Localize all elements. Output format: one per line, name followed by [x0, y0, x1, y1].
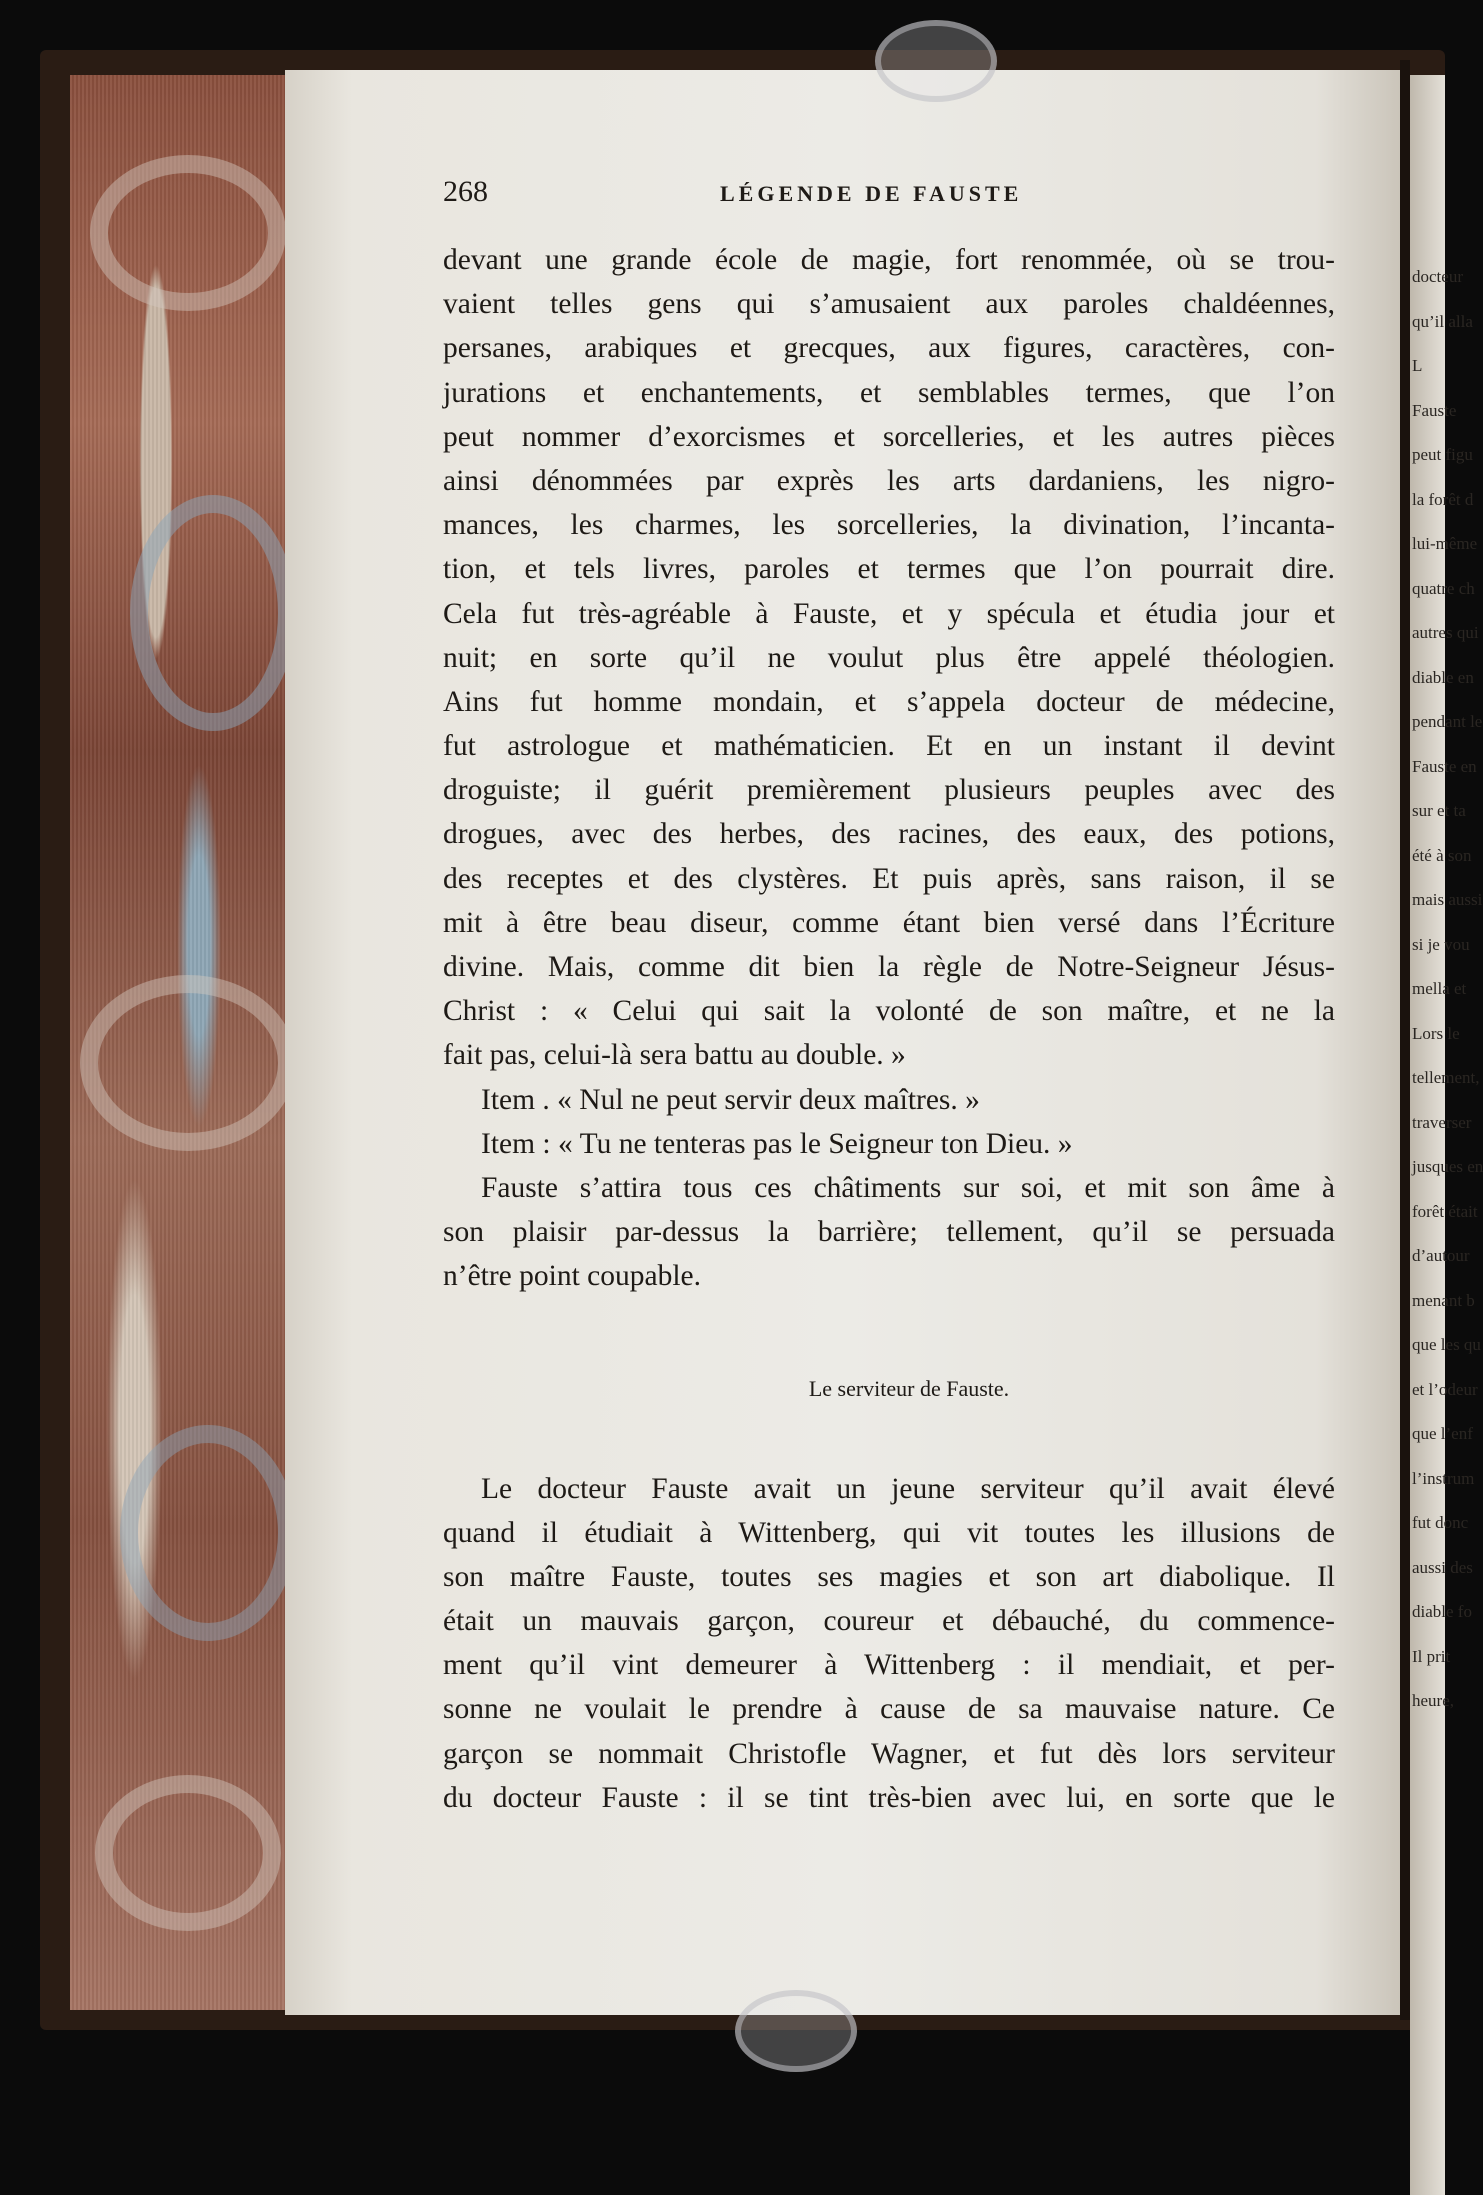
facing-fragment: et l’odeur [1412, 1379, 1478, 1399]
facing-fragment: quatre ch [1412, 578, 1475, 598]
text-line: persanes, arabiques et grecques, aux figures, caractères, con- [443, 332, 1335, 365]
facing-fragment: diable en [1412, 667, 1474, 687]
text-line: était un mauvais garçon, coureur et débauché, du commence- [443, 1605, 1335, 1638]
text-line: fait pas, celui-là sera battu au double. » [443, 1039, 906, 1072]
text-line: ment qu’il vint demeurer à Wittenberg : il mendiait, et per- [443, 1649, 1335, 1682]
facing-fragment: aussi des [1412, 1557, 1473, 1577]
facing-fragment: traverser [1412, 1112, 1472, 1132]
page-clip-bottom [735, 1990, 857, 2072]
text-line: garçon se nommait Christofle Wagner, et fut dès lors serviteur [443, 1737, 1335, 1770]
paragraph-2 [443, 1166, 1335, 1299]
running-title: LÉGENDE DE FAUSTE [720, 181, 1023, 206]
facing-fragment: forêt était [1412, 1201, 1478, 1221]
page-gutter [1400, 60, 1410, 2020]
text-line: Fauste s’attira tous ces châtiments sur soi, et mit son âme à [481, 1171, 1335, 1204]
paragraph-1 [443, 238, 1335, 1078]
facing-fragment: que l’enf [1412, 1424, 1473, 1443]
facing-fragment: été à son [1412, 845, 1472, 865]
page-number: 268 [443, 175, 488, 208]
text-line: vaient telles gens qui s’amusaient aux paroles chaldéennes, [443, 288, 1335, 321]
paragraph-3 [443, 1467, 1335, 1821]
facing-fragment: Il prit [1412, 1646, 1451, 1666]
facing-fragment: l’instrum [1412, 1468, 1475, 1488]
facing-fragment: L [1412, 356, 1423, 375]
facing-fragment: mella et [1412, 979, 1467, 998]
text-line: Cela fut très-agréable à Fauste, et y spécula et étudia jour et [443, 597, 1335, 630]
text-line: sonne ne voulait le prendre à cause de sa mauvaise nature. Ce [443, 1693, 1335, 1726]
text-line: tion, et tels livres, paroles et termes que l’on pourrait dire. [443, 553, 1335, 586]
text-line: Christ : « Celui qui sait la volonté de son maître, et ne la [443, 995, 1335, 1028]
marbled-fore-edge [70, 75, 285, 2010]
text-line: mit à être beau diseur, comme étant bien versé dans l’Écriture [443, 906, 1335, 939]
facing-fragment: menant b [1412, 1290, 1475, 1310]
facing-fragment: jusques en [1412, 1157, 1483, 1176]
page-body [443, 238, 1335, 1820]
facing-page-fragments [1410, 255, 1483, 1724]
item-line-2: Item : « Tu ne tenteras pas le Seigneur ton Dieu. » [481, 1127, 1073, 1160]
facing-fragment: docteur [1412, 267, 1463, 286]
text-line: Ains fut homme mondain, et s’appela docteur de médecine, [443, 685, 1335, 718]
facing-fragment: d’autour [1412, 1246, 1470, 1265]
facing-fragment: peut figu [1412, 445, 1473, 464]
facing-fragment: la forêt d [1412, 489, 1474, 509]
facing-fragment: pendant le [1412, 712, 1483, 731]
text-line: des receptes et des clystères. Et puis après, sans raison, il se [443, 862, 1335, 895]
text-line: peut nommer d’exorcismes et sorcelleries, et les autres pièces [443, 420, 1335, 453]
facing-fragment: fut donc [1412, 1513, 1469, 1532]
text-line: drogues, avec des herbes, des racines, des eaux, des potions, [443, 818, 1335, 851]
facing-fragment: diable fo [1412, 1602, 1472, 1621]
text-line: nuit; en sorte qu’il ne voulut plus être appelé théologien. [443, 641, 1335, 674]
text-line: devant une grande école de magie, fort renommée, où se trou- [443, 244, 1335, 276]
text-line: n’être point coupable. [443, 1260, 702, 1293]
facing-fragment: tellement, [1412, 1068, 1480, 1087]
text-line: divine. Mais, comme dit bien la règle de Notre-Seigneur Jésus- [443, 951, 1335, 983]
facing-fragment: heure, [1412, 1691, 1455, 1710]
facing-fragment: autres qui [1412, 623, 1479, 642]
text-line: son maître Fauste, toutes ses magies et son art diabolique. Il [443, 1560, 1335, 1593]
facing-fragment: si je vou [1412, 934, 1470, 954]
item-line-1: Item . « Nul ne peut servir deux maîtres. » [481, 1083, 980, 1116]
text-line: ainsi dénommées par exprès les arts dardaniens, les nigro- [443, 464, 1335, 497]
page-clip-top [875, 20, 997, 102]
facing-fragment: lui-même [1412, 534, 1478, 553]
page-header [443, 175, 1093, 215]
facing-fragment: sur et ta [1412, 801, 1466, 820]
text-line: son plaisir par-dessus la barrière; tellement, qu’il se persuada [443, 1216, 1335, 1249]
facing-fragment: mais aussi [1412, 890, 1483, 909]
text-line: quand il étudiait à Wittenberg, qui vit toutes les illusions de [443, 1516, 1335, 1549]
text-line: mances, les charmes, les sorcelleries, la divination, l’incanta- [443, 509, 1335, 542]
text-line: du docteur Fauste : il se tint très-bien avec lui, en sorte que le [443, 1781, 1335, 1814]
facing-fragment: Lors le [1412, 1023, 1460, 1043]
text-line: Le docteur Fauste avait un jeune serviteur qu’il avait élevé [481, 1472, 1335, 1505]
section-heading: Le serviteur de Fauste. [808, 1375, 1010, 1401]
facing-fragment: Fauste [1412, 400, 1457, 420]
text-line: droguiste; il guérit premièrement plusieurs peuples avec des [443, 774, 1335, 807]
facing-fragment: Fauste en [1412, 756, 1477, 776]
facing-fragment: que les qu [1412, 1335, 1481, 1354]
facing-fragment: qu’il alla [1412, 311, 1473, 331]
facing-page-edge [1410, 75, 1483, 2195]
text-line: jurations et enchantements, et semblables termes, que l’on [443, 376, 1335, 409]
text-line: fut astrologue et mathématicien. Et en un instant il devint [443, 730, 1335, 763]
